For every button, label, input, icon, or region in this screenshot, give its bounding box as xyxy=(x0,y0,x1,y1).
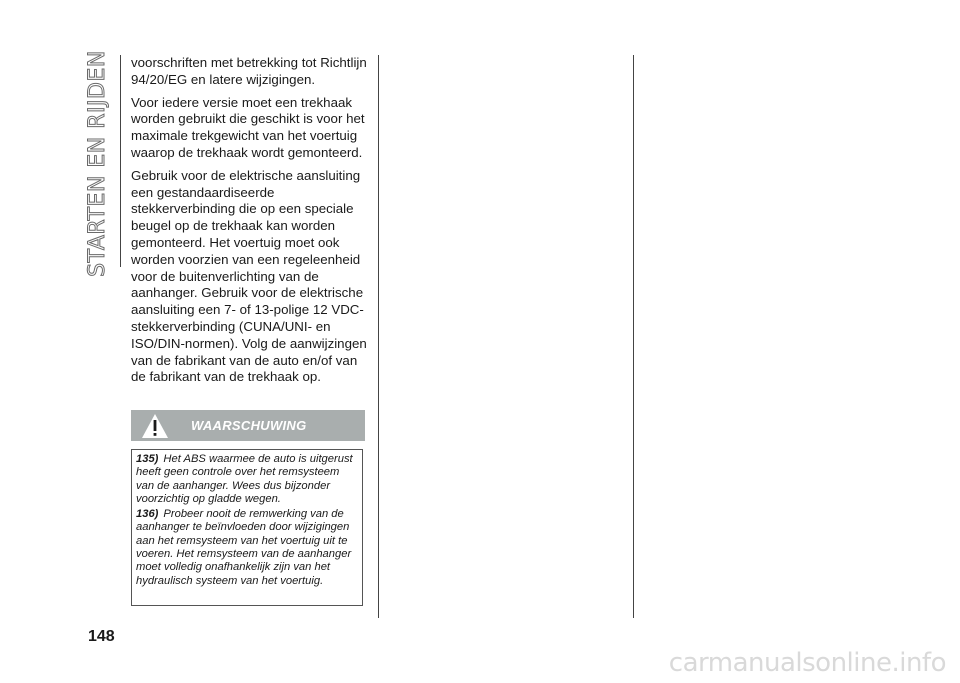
section-title xyxy=(82,49,112,277)
warning-header xyxy=(131,410,365,441)
section-title-text: STARTEN EN RIJDEN xyxy=(84,49,110,277)
column-divider xyxy=(633,55,634,618)
paragraph: voorschriften met betrekking tot Richtlijn 94/20/EG en latere wijzigingen. xyxy=(131,55,367,87)
column-divider xyxy=(378,55,379,618)
watermark: carmanualsonline.info xyxy=(668,648,946,678)
warning-item xyxy=(136,508,360,588)
warning-item-text: Probeer nooit de remwerking van de aanhanger te beïnvloeden door wijzigingen aan het remsysteem van het voertuig uit te voeren. Het remsysteem van de aanhanger moet volledig onafhankelijk zijn van het hydraulisch systeem van het voertuig. xyxy=(136,508,352,587)
warning-item-text: Het ABS waarmee de auto is uitgerust heeft geen controle over het remsysteem van de aanhanger. Wees dus bijzonder voorzichtig op gladde wegen. xyxy=(136,453,353,505)
section-divider xyxy=(120,55,121,267)
main-text-column xyxy=(131,55,371,392)
warning-title: WAARSCHUWING xyxy=(191,418,307,433)
paragraph: Voor iedere versie moet een trekhaak worden gebruikt die geschikt is voor het maximale trekgewicht van het voertuig waarop de trekhaak wordt gemonteerd. xyxy=(131,94,365,160)
warning-item-number: 135) xyxy=(136,453,159,465)
page-number: 148 xyxy=(88,628,115,645)
warning-item-number: 136) xyxy=(136,508,159,521)
warning-item xyxy=(136,453,360,506)
warning-box xyxy=(131,449,363,606)
paragraph: Gebruik voor de elektrische aansluiting een gestandaardiseerde stekkerverbinding die op een speciale beugel op de trekhaak kan worden gemonteerd. Het voertuig moet ook worden voorzien van een regeleenheid voor de buitenverlichting van de aanhanger. Gebruik voor de elektrische aansluiting een 7- of 13-polige 12 VDC-stekkerverbinding (CUNA/UNI- en ISO/DIN-normen). Volg de aanwijzingen van de fabrikant van de auto en/of van de fabrikant van de trekhaak op. xyxy=(131,167,367,385)
warning-triangle-icon xyxy=(141,413,169,439)
